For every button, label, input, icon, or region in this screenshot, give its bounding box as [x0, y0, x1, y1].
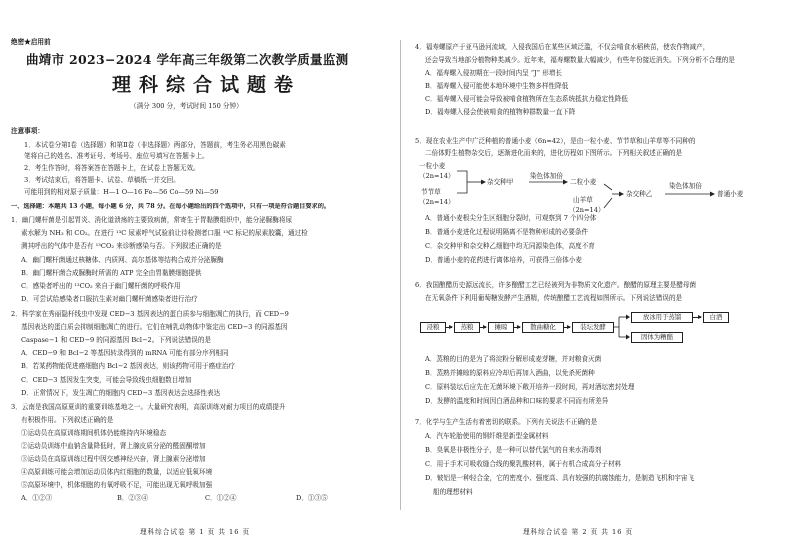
note-line: 可能用到的相对原子质量：H—1 O—16 Fe—56 Co—59 Ni—59 [24, 188, 219, 196]
secret-label: 绝密★启用前 [11, 38, 51, 46]
answer-option: B．普通小麦进化过程说明隔离不是物种形成的必要条件 [425, 228, 589, 236]
question-line: 6．我国酿醋历史源远流长，许多酿醋工艺已经被列为非物质文化遗产。酿醋的原理主要是醋母菌 [415, 281, 697, 289]
question-stem: 2．科学家在秀丽隐杆线虫中发现 CED−3 基因表达的蛋白质参与细胞凋亡的执行，而 CED−9 [11, 310, 289, 318]
answer-option: ④高原训练可能会增加运动员体内红细胞的数量，以适应低氧环境 [21, 468, 213, 476]
exam-title: 曲靖市 2023−2024 学年高三年级第二次教学质量监测 [26, 52, 349, 67]
answer-option: B．臭氧是非极性分子，是一种可以替代氯气的自来水消毒剂 [425, 446, 602, 454]
answer-option: ①运动员在高原训练期间机体仍能维持内环境稳态 [21, 429, 167, 437]
answer-option: C．杂交种甲和杂交种乙细胞中均无同源染色体，高度不育 [425, 242, 595, 250]
plant-goatgrass: 节节草 [421, 188, 441, 196]
answer-option: D．发酵的温度和时间因白酒品种和口味的要求不同而有所差异 [425, 397, 609, 405]
hybrid-a: 杂交种甲 [487, 178, 514, 186]
flow-arrow [446, 327, 452, 328]
answer-option: ⑤高原环境中，机体细胞的有氧呼吸不足，可能出现无氧呼吸加强 [21, 481, 213, 489]
flow-step: 浸粮 [420, 322, 446, 333]
flow-step: 摊晾 [488, 322, 514, 333]
answer-option: C．原料装坛后应先在无菌环境下敞开培养一段时间，再对酒坛密封处理 [425, 383, 635, 391]
page-footer: 理科综合试卷 第 1 页 共 16 页 [140, 528, 251, 536]
q3-option-a: A．①②③ [21, 494, 53, 502]
plant-goatgrass-chromosomes: （2n=14） [419, 198, 455, 206]
note-line: 2．考生作答时，将答案答在答题卡上，在试卷上答题无效。 [24, 164, 200, 172]
section-heading: 一、选择题：本题共 13 小题，每小题 6 分，共 78 分。在每小题给出的四个选项中，只有一项是符合题目要求的。 [11, 203, 331, 210]
flow-arrow [693, 317, 701, 318]
question-text: 有积极作用。下列叙述正确的是 [21, 416, 114, 424]
flow-branch [613, 312, 631, 342]
answer-option: ②运动员训练中血钠含量降低时，肾上腺皮质分泌的醛固酮增加 [21, 442, 206, 450]
question-line: 5．现在农业生产中广泛种植的普通小麦（6n=42），是由一粒小麦、节节草和山羊草等不同种的 [415, 137, 696, 145]
note-line: 3．考试结束后，将答题卡、试卷、草稿纸一并交回。 [24, 176, 180, 184]
answer-option: B．幽门螺杆菌合成脲酶时所需的 ATP 完全由胃黏膜细胞提供 [21, 269, 202, 277]
answer-option: ③运动员在高原训练过程中因交感神经兴奋，肾上腺素分泌增加 [21, 455, 206, 463]
flow-arrow [514, 327, 520, 328]
hybrid-b: 杂交种乙 [626, 190, 653, 198]
question-line: A．福寿螺入侵初期在一段时间内呈 “J” 形增长 [425, 69, 563, 77]
answer-option: A．普通小麦根尖分生区细胞分裂时，可观察到 7 个四分体 [425, 214, 597, 222]
question-line: 4．福寿螺原产于亚马逊河流域，入侵我国后在某些区域泛滥，不仅会啃食水稻秧苗，使农作物减产， [415, 43, 710, 51]
answer-option: D．普通小麦的花药进行离体培养，可获得三倍体小麦 [425, 256, 582, 264]
question-line: 在无氧条件下利用葡萄糖发酵产生酒精，传统酿醋工艺流程如图所示。下列说法错误的是 [425, 294, 683, 302]
answer-option: A．蒸粮的目的是为了将淀粉分解形成麦芽糖，并对粮食灭菌 [425, 355, 602, 363]
product-common-wheat: 普通小麦 [717, 190, 744, 198]
flow-step: 白酒 [703, 312, 729, 323]
flow-step: 蒸粮 [454, 322, 480, 333]
question-line: B．福寿螺入侵可能使本地环境中生物多样性降低 [425, 82, 569, 90]
answer-option: C．CED−3 基因发生突变，可能会导致线虫细胞数目增加 [21, 376, 192, 384]
process-doubling-2: 染色体加倍 [669, 182, 702, 190]
question-text: 素水解为 NH₃ 和 CO₂。在进行 ¹³C 尿素呼气试验前让待检测者口服 ¹³C 标记的尿素胶囊，通过检 [21, 229, 308, 237]
plant-einkorn: 一粒小麦 [419, 162, 446, 170]
flow-step: 散曲糖化 [522, 322, 564, 333]
q3-option-b: B．②③④ [117, 494, 149, 502]
answer-option: B．蒸熟并摊晾的原料应冷却后再加入酒曲，以免杀死菌种 [425, 369, 595, 377]
page-2 [405, 0, 794, 548]
flow-step: 装坛发酵 [572, 322, 614, 333]
question-stem: 1．幽门螺杆菌是引起胃炎、消化道溃疡的主要致病菌，常寄生于胃黏膜组织中，能分泌脲酶将尿 [11, 216, 293, 224]
answer-option: B．若某药物能促进癌细胞内 Bcl−2 基因表达，则该药物可用于癌症治疗 [21, 362, 236, 370]
q3-option-d: D．①③⑤ [296, 494, 328, 502]
question-text: 测其呼出的气体中是否有 ¹³CO₂ 来诊断感染与否。下列叙述正确的是 [21, 242, 222, 250]
plant-aegilops: 山羊草 [573, 196, 593, 204]
column-divider [400, 40, 401, 510]
question-stem: 3．云南是我国高原夏训的重要训练基地之一。大量研究表明，高原训练对耐力项目的成绩提升 [11, 403, 286, 411]
q3-option-c: C．①②④ [205, 494, 237, 502]
question-line: D．福寿螺入侵会使被啃食的植物种群数量一直下降 [425, 108, 576, 116]
note-line: 1．本试卷分第Ⅰ卷（选择题）和第Ⅱ卷（非选择题）两部分，答题前，考生务必用黑色碳素 [24, 141, 286, 149]
answer-option: D．铍铝是一种轻合金，它的密度小、强度高、具有较强的抗腐蚀能力，是制造飞机和宇宙飞 [425, 474, 695, 482]
paper-title: 理科综合试题卷 [112, 74, 302, 96]
question-line: 7．化学与生产生活有着密切的联系。下列有关说法不正确的是 [415, 418, 598, 426]
notes-title: 注意事项： [11, 127, 44, 135]
question-text: Caspase−1 和 CED−9 的同源基因 Bcl−2。下列说法错误的是 [21, 336, 212, 344]
answer-option: A．CED−9 和 Bcl−2 等基因转录得到的 mRNA 可能有部分序列相同 [21, 349, 229, 357]
question-line: 还会导致当地部分植物种类减少。近年来，福寿螺数量大幅减少，有些年份接近消失。下列分析不合理的是 [425, 56, 735, 64]
page-footer: 理科综合试卷 第 2 页 共 16 页 [523, 528, 634, 536]
process-doubling-1: 染色体加倍 [530, 172, 563, 180]
answer-option: C．用于手术可吸收缝合线的聚乳酸材料，属于有机合成高分子材料 [425, 460, 622, 468]
answer-option: A．幽门螺杆菌通过核糖体、内质网、高尔基体等结构合成并分泌脲酶 [21, 256, 224, 264]
question-line: 二倍体野生植物杂交后，逐渐进化而来的，进化历程如下图所示。下列相关叙述正确的是 [425, 149, 683, 157]
question-line: C．福寿螺入侵可能会导致被啃食植物所在生态系统抵抗力稳定性降低 [425, 95, 628, 103]
question-text: 基因表达的蛋白质会抑制细胞凋亡的进行。它们在哺乳动物体中鉴定出 CED−3 的同源基因 [21, 323, 288, 331]
plant-aegilops-chromosomes: （2n=14） [569, 206, 605, 214]
product-emmer: 二粒小麦 [570, 178, 597, 186]
page-1 [0, 0, 394, 548]
flow-arrow [480, 327, 486, 328]
flow-step: 固体为糟醅 [631, 332, 683, 343]
flow-arrow [564, 327, 570, 328]
note-line: 笔将自己的姓名、准考证号、考场号、座位号填写在答题卡上。 [24, 152, 209, 160]
flow-step: 放冰用于蒸馏 [631, 312, 693, 323]
answer-option: D．正常情况下，发生凋亡的细胞内 CED−3 基因表达会选择性表达 [21, 389, 221, 397]
answer-option: C．感染者呼出的 ¹³CO₂ 来自于幽门螺杆菌的呼吸作用 [21, 282, 181, 290]
answer-option: 船的理想材料 [433, 488, 473, 496]
plant-einkorn-chromosomes: （2n=14） [419, 172, 455, 180]
answer-option: A．汽车轮胎使用的钢纤维是新型金属材料 [425, 432, 549, 440]
exam-subtitle: （满分 300 分，考试时间 150 分钟） [130, 102, 243, 110]
answer-option: D．可尝试给感染者口服抗生素对幽门螺杆菌感染者进行治疗 [21, 295, 198, 303]
